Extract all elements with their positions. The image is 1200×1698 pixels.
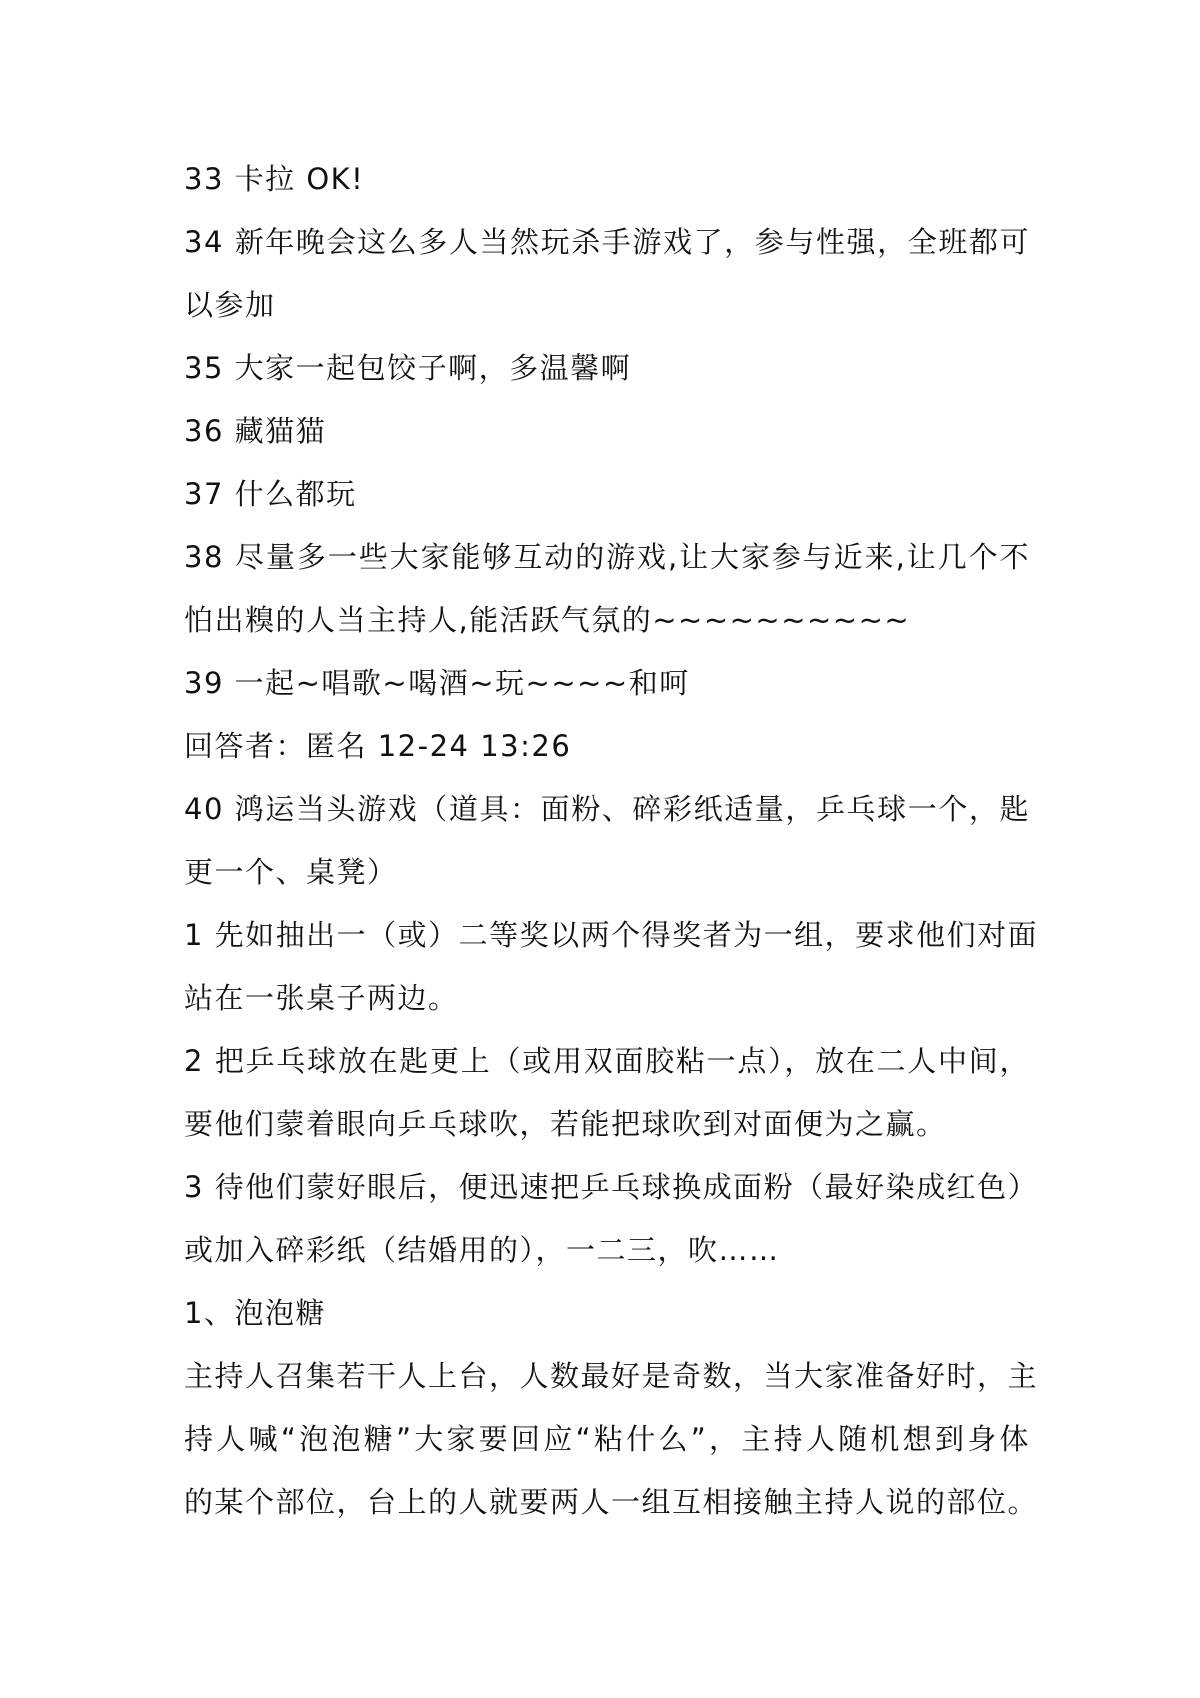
text-line: 持人喊“泡泡糖”大家要回应“粘什么”，主持人随机想到身体 — [184, 1422, 1030, 1456]
text-line: 站在一张桌子两边。 — [184, 981, 459, 1015]
text-line: 要他们蒙着眼向乒乓球吹，若能把球吹到对面便为之赢。 — [184, 1107, 947, 1141]
text-line: 40 鸿运当头游戏（道具：面粉、碎彩纸适量，乒乓球一个，匙 — [184, 792, 1030, 826]
text-line: 35 大家一起包饺子啊，多温馨啊 — [184, 351, 632, 385]
text-line: 1、泡泡糖 — [184, 1296, 326, 1330]
text-line: 33 卡拉 OK! — [184, 162, 365, 196]
text-line: 39 一起~唱歌~喝酒~玩~~~~和呵 — [184, 666, 690, 700]
text-line: 37 什么都玩 — [184, 477, 357, 511]
text-line: 的某个部位，台上的人就要两人一组互相接触主持人说的部位。 — [184, 1485, 1039, 1519]
text-line: 1 先如抽出一（或）二等奖以两个得奖者为一组，要求他们对面 — [184, 918, 1039, 952]
text-line: 或加入碎彩纸（结婚用的），一二三，吹…… — [184, 1233, 780, 1267]
text-line: 36 藏猫猫 — [184, 414, 327, 448]
text-line: 主持人召集若干人上台，人数最好是奇数，当大家准备好时，主 — [184, 1359, 1039, 1393]
document-body — [184, 148, 1039, 1534]
text-line: 34 新年晚会这么多人当然玩杀手游戏了，参与性强，全班都可 — [184, 225, 1030, 259]
text-line: 怕出糗的人当主持人,能活跃气氛的~~~~~~~~~~ — [184, 603, 911, 637]
text-line: 回答者：匿名 12-24 13:26 — [184, 729, 572, 763]
text-line: 以参加 — [184, 288, 276, 322]
text-line: 2 把乒乓球放在匙更上（或用双面胶粘一点），放在二人中间， — [184, 1044, 1030, 1078]
text-line: 更一个、桌凳） — [184, 855, 398, 889]
text-line: 38 尽量多一些大家能够互动的游戏,让大家参与近来,让几个不 — [184, 540, 1030, 574]
text-line: 3 待他们蒙好眼后，便迅速把乒乓球换成面粉（最好染成红色） — [184, 1170, 1039, 1204]
